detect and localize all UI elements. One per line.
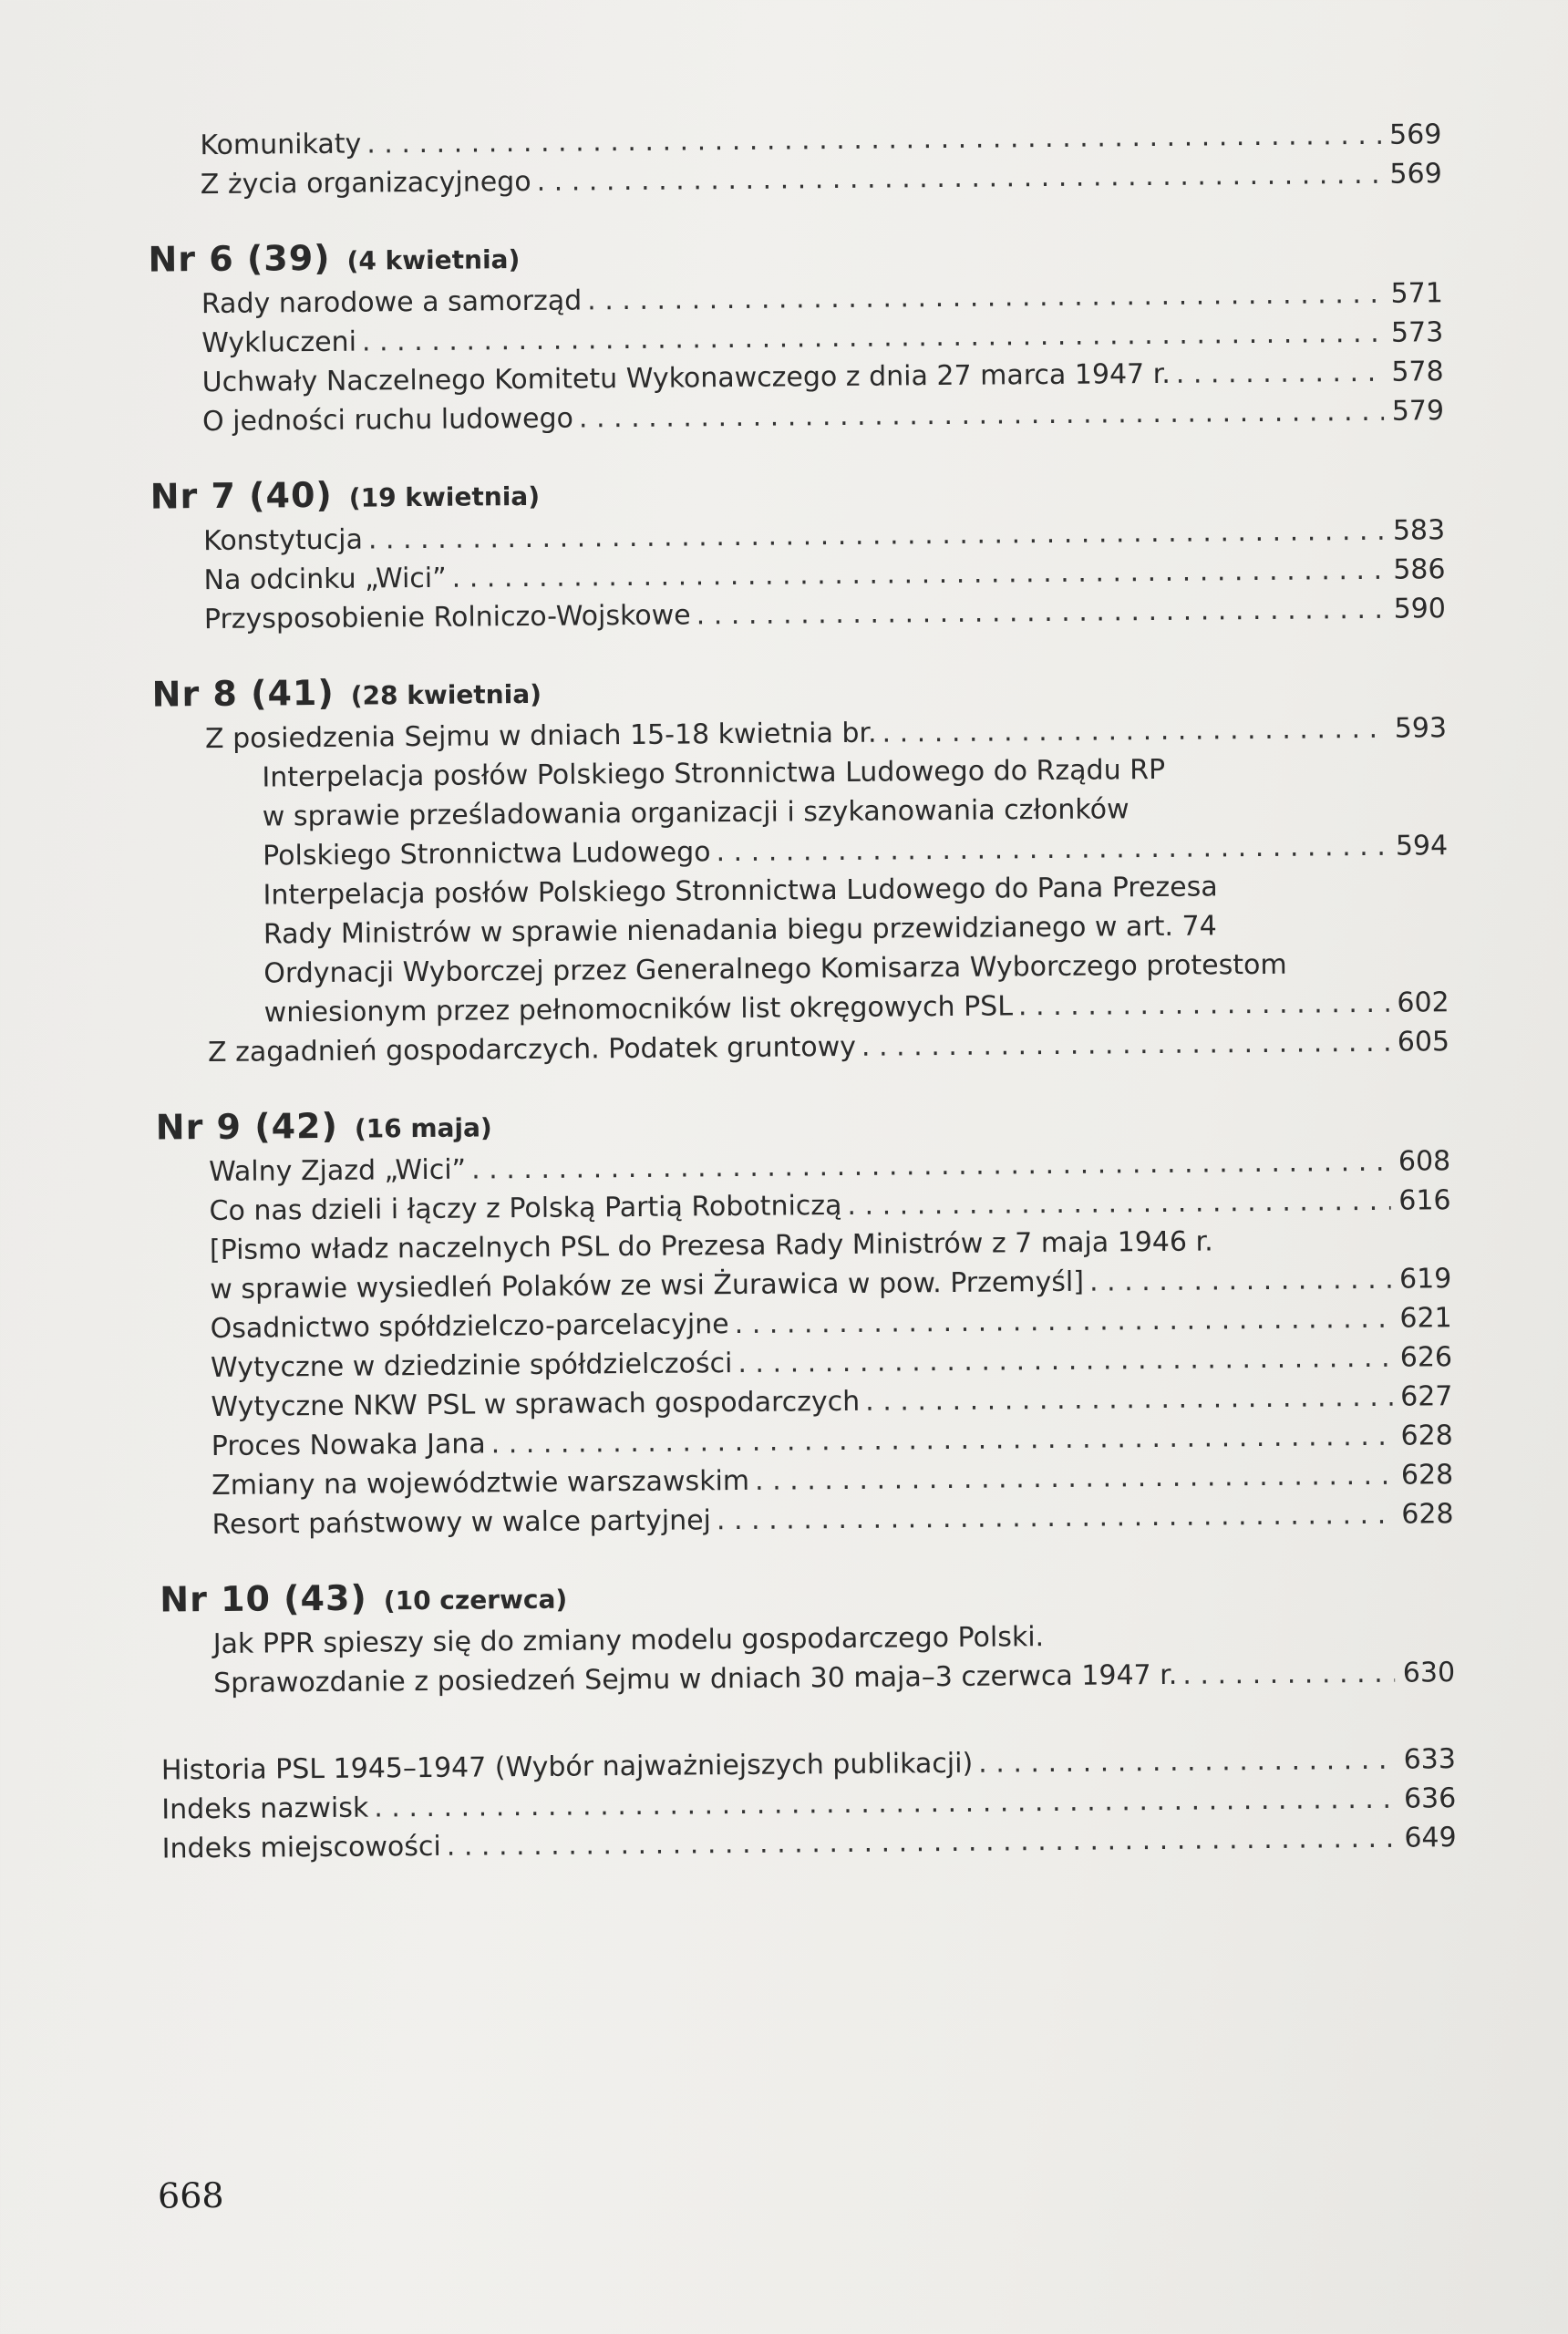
entry-title: Walny Zjazd „Wici”: [209, 1153, 467, 1189]
toc-section: [150, 465, 1447, 639]
entry-page: 573: [1390, 316, 1444, 349]
leader-dots: [447, 1819, 1397, 1866]
entry-title: Rady narodowe a samorząd: [201, 284, 583, 321]
issue-number: Nr 6 (39): [148, 237, 331, 280]
entry-title: Rady Ministrów w sprawie nienadania biegu przewidzianego w art. 74: [263, 910, 1217, 951]
table-of-contents: [147, 115, 1457, 1868]
entry-title: Z życia organizacyjnego: [200, 165, 531, 201]
leader-dots: [738, 1338, 1392, 1383]
entry-page: 590: [1393, 593, 1447, 625]
entry-page: 602: [1397, 986, 1449, 1019]
entry-title: Resort państwowy w walce partyjnej: [211, 1504, 712, 1542]
entry-page: 636: [1403, 1782, 1457, 1815]
leader-dots: [587, 274, 1383, 321]
leader-dots: [882, 709, 1387, 753]
leader-dots: [861, 1023, 1389, 1067]
entry-title: Konstytucja: [203, 523, 364, 558]
leader-dots: [1182, 1654, 1395, 1695]
entry-title: Interpelacja posłów Polskiego Stronnictwa Ludowego do Pana Prezesa: [263, 871, 1218, 912]
leader-dots: [579, 392, 1384, 439]
entry-title: Historia PSL 1945–1947 (Wybór najważniejszych publikacji): [160, 1747, 974, 1787]
entry-page: 621: [1399, 1302, 1452, 1335]
issue-number: Nr 10 (43): [160, 1577, 368, 1620]
leader-dots: [978, 1740, 1396, 1783]
entry-page: 569: [1389, 158, 1442, 191]
toc-section: [148, 228, 1444, 441]
entry-title: Proces Nowaka Jana: [211, 1428, 486, 1463]
toc-section: [161, 1740, 1457, 1868]
entry-page: 630: [1402, 1657, 1456, 1689]
entry-title: wniesionym przez pełnomocników list okręgowych PSL: [263, 990, 1014, 1029]
leader-dots: [735, 1299, 1392, 1344]
entry-title: Wykluczeni: [201, 325, 357, 360]
entry-page: 605: [1397, 1026, 1450, 1059]
entry-title: Osadnictwo spółdzielczo-parcelacyjne: [210, 1308, 729, 1346]
entry-page: 578: [1391, 356, 1444, 388]
entry-title: Sprawozdanie z posiedzeń Sejmu w dniach 30 maja–3 czerwca 1947 r.: [212, 1658, 1178, 1700]
entry-title: Interpelacja posłów Polskiego Stronnictwa Ludowego do Rządu RP: [262, 753, 1166, 794]
issue-date: (10 czerwca): [383, 1584, 568, 1616]
entry-title: Uchwały Naczelnego Komitetu Wykonawczego z dnia 27 marca 1947 r.: [201, 357, 1171, 399]
entry-title: Indeks miejscowości: [161, 1830, 441, 1865]
issue-date: (4 kwietnia): [346, 244, 521, 276]
entry-page: 586: [1393, 553, 1446, 586]
issue-date: (16 maja): [354, 1112, 492, 1144]
toc-section: [160, 1568, 1455, 1703]
entry-page: 628: [1400, 1420, 1453, 1452]
entry-page: 579: [1391, 395, 1445, 428]
issue-date: (28 kwietnia): [350, 678, 542, 711]
entry-title: Z posiedzenia Sejmu w dniach 15-18 kwietnia br.: [204, 717, 877, 756]
entry-title: [Pismo władz naczelnych PSL do Prezesa Rady Ministrów z 7 maja 1946 r.: [209, 1225, 1213, 1267]
toc-section: [151, 663, 1449, 1072]
entry-page: 619: [1398, 1263, 1452, 1296]
leader-dots: [755, 1456, 1394, 1501]
entry-title: Przysposobienie Rolniczo-Wojskowe: [203, 599, 691, 636]
entry-title: O jedności ruchu ludowego: [201, 402, 574, 439]
issue-number: Nr 7 (40): [150, 474, 334, 517]
entry-page: 633: [1403, 1743, 1457, 1776]
entry-title: Ordynacji Wyborczej przez Generalnego Komisarza Wyborczego protestom: [263, 948, 1287, 990]
page-number: 668: [157, 2174, 224, 2216]
entry-page: 649: [1404, 1822, 1457, 1854]
entry-page: 594: [1395, 830, 1449, 862]
entry-page: 569: [1388, 119, 1442, 151]
entry-title: w sprawie wysiedleń Polaków ze wsi Żurawica w pow. Przemyśl]: [210, 1265, 1085, 1306]
entry-page: 628: [1400, 1459, 1454, 1492]
entry-title: Indeks nazwisk: [161, 1792, 369, 1826]
entry-title: Jak PPR spieszy się do zmiany modelu gospodarczego Polski.: [212, 1621, 1045, 1661]
entry-title: Wytyczne NKW PSL w sprawach gospodarczych: [211, 1385, 861, 1424]
issue-date: (19 kwietnia): [348, 480, 541, 513]
leader-dots: [1018, 984, 1389, 1027]
entry-title: Polskiego Stronnictwa Ludowego: [263, 836, 711, 873]
issue-number: Nr 8 (41): [151, 672, 335, 715]
entry-page: 626: [1399, 1341, 1453, 1374]
entry-title: Z zagadnień gospodarczych. Podatek gruntowy: [207, 1030, 857, 1069]
entry-page: 593: [1394, 712, 1448, 745]
entry-title: Zmiany na województwie warszawskim: [211, 1464, 750, 1503]
entry-title: Komunikaty: [200, 128, 362, 162]
toc-section: [147, 115, 1442, 204]
entry-title: Wytyczne w dziedzinie spółdzielczości: [210, 1348, 733, 1385]
leader-dots: [1176, 353, 1384, 394]
entry-page: 627: [1400, 1380, 1453, 1413]
issue-number: Nr 9 (42): [155, 1105, 339, 1148]
entry-title: w sprawie prześladowania organizacji i szykanowania członków: [262, 793, 1130, 833]
entry-page: 608: [1398, 1145, 1451, 1178]
entry-page: 628: [1401, 1498, 1454, 1531]
leader-dots: [865, 1378, 1393, 1421]
entry-page: 583: [1392, 514, 1446, 547]
leader-dots: [696, 590, 1386, 635]
entry-page: 616: [1398, 1184, 1451, 1217]
leader-dots: [847, 1182, 1390, 1225]
toc-section: [156, 1096, 1454, 1544]
leader-dots: [536, 155, 1381, 201]
leader-dots: [716, 827, 1387, 872]
entry-title: Na odcinku „Wici”: [203, 562, 447, 597]
leader-dots: [717, 1495, 1394, 1540]
entry-title: Co nas dzieli i łączy z Polską Partią Robotniczą: [209, 1189, 842, 1228]
entry-page: 571: [1390, 277, 1444, 310]
leader-dots: [1089, 1260, 1392, 1302]
